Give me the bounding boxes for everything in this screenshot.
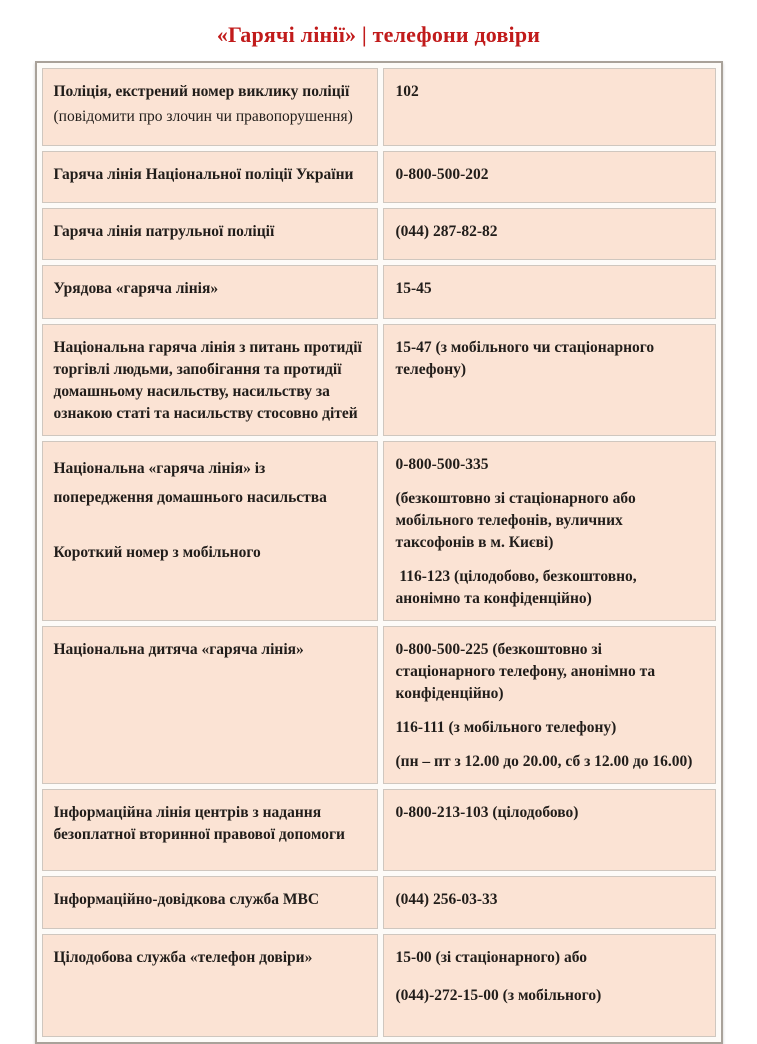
hotlines-table (35, 61, 723, 1044)
service-name-cell (42, 876, 378, 929)
table-row (42, 208, 716, 260)
service-name-text: Поліція, екстрений номер виклику поліції (53, 83, 350, 100)
phone-number-cell (383, 265, 716, 319)
phone-number-text: 15-45 (395, 280, 432, 297)
table-row (42, 151, 716, 203)
phone-number-text: (044) 256-03-33 (395, 891, 498, 908)
phone-number-cell (383, 789, 716, 871)
service-name-cell (42, 324, 378, 436)
phone-number-text: (044) 287-82-82 (395, 223, 498, 240)
service-name-cell (42, 626, 378, 784)
phone-number-cell (383, 441, 716, 621)
phone-number-text: 0-800-500-202 (395, 166, 489, 183)
service-name-cell (42, 265, 378, 319)
service-name-cell (42, 208, 378, 260)
service-name-cell (42, 934, 378, 1037)
service-name-cell (42, 68, 378, 146)
service-name-text: Інформаційна лінія центрів з надання безоплатної вторинної правової допомоги (53, 804, 345, 843)
phone-number-text: 102 (395, 83, 419, 100)
phone-number-text: (безкоштовно зі стаціонарного або мобільного телефонів, вуличних таксофонів в м. Києві) (395, 490, 640, 551)
table-row (42, 68, 716, 146)
service-name-text: Цілодобова служба «телефон довіри» (53, 949, 313, 966)
service-name-text: (повідомити про злочин чи правопорушення) (53, 108, 353, 125)
hotlines-table-body (42, 68, 716, 1037)
phone-number-cell (383, 324, 716, 436)
service-name-text: Національна «гаряча лінія» із попередження домашнього насильства (53, 460, 327, 506)
table-row (42, 934, 716, 1037)
phone-number-text: 116-111 (з мобільного телефону) (395, 719, 617, 736)
phone-number-text: 116-123 (цілодобово, безкоштовно, анонімно та конфіденційно) (395, 568, 641, 607)
table-row (42, 876, 716, 929)
phone-number-cell (383, 68, 716, 146)
phone-number-cell (383, 876, 716, 929)
phone-number-cell (383, 208, 716, 260)
phone-number-text: 15-47 (з мобільного чи стаціонарного телефону) (395, 339, 659, 378)
phone-number-text: (пн – пт з 12.00 до 20.00, сб з 12.00 до 16.00) (395, 753, 693, 770)
table-row (42, 265, 716, 319)
service-name-text: Урядова «гаряча лінія» (53, 280, 219, 297)
table-row (42, 324, 716, 436)
phone-number-cell (383, 626, 716, 784)
service-name-text: Інформаційно-довідкова служба МВС (53, 891, 320, 908)
service-name-text: Національна гаряча лінія з питань протидії торгівлі людьми, запобігання та протидії домашньому насильству, насильству за ознакою статі та насильству стосовно дітей (53, 339, 366, 422)
phone-number-text: 15-00 (зі стаціонарного) або (395, 949, 587, 966)
table-row (42, 626, 716, 784)
service-name-cell (42, 441, 378, 621)
phone-number-text: 0-800-213-103 (цілодобово) (395, 804, 579, 821)
phone-number-text: (044)-272-15-00 (з мобільного) (395, 987, 602, 1004)
phone-number-text: 0-800-500-335 (395, 456, 489, 473)
service-name-text: Національна дитяча «гаряча лінія» (53, 641, 304, 658)
phone-number-text: 0-800-500-225 (безкоштовно зі стаціонарного телефону, анонімно та конфіденційно) (395, 641, 659, 702)
phone-number-cell (383, 151, 716, 203)
table-row (42, 789, 716, 871)
service-name-text: Гаряча лінія Національної поліції України (53, 166, 354, 183)
service-name-cell (42, 789, 378, 871)
service-name-cell (42, 151, 378, 203)
page-title: «Гарячі лінії» | телефони довіри (216, 22, 541, 47)
service-name-text: Короткий номер з мобільного (53, 544, 261, 561)
service-name-text: Гаряча лінія патрульної поліції (53, 223, 275, 240)
table-row (42, 441, 716, 621)
phone-number-cell (383, 934, 716, 1037)
